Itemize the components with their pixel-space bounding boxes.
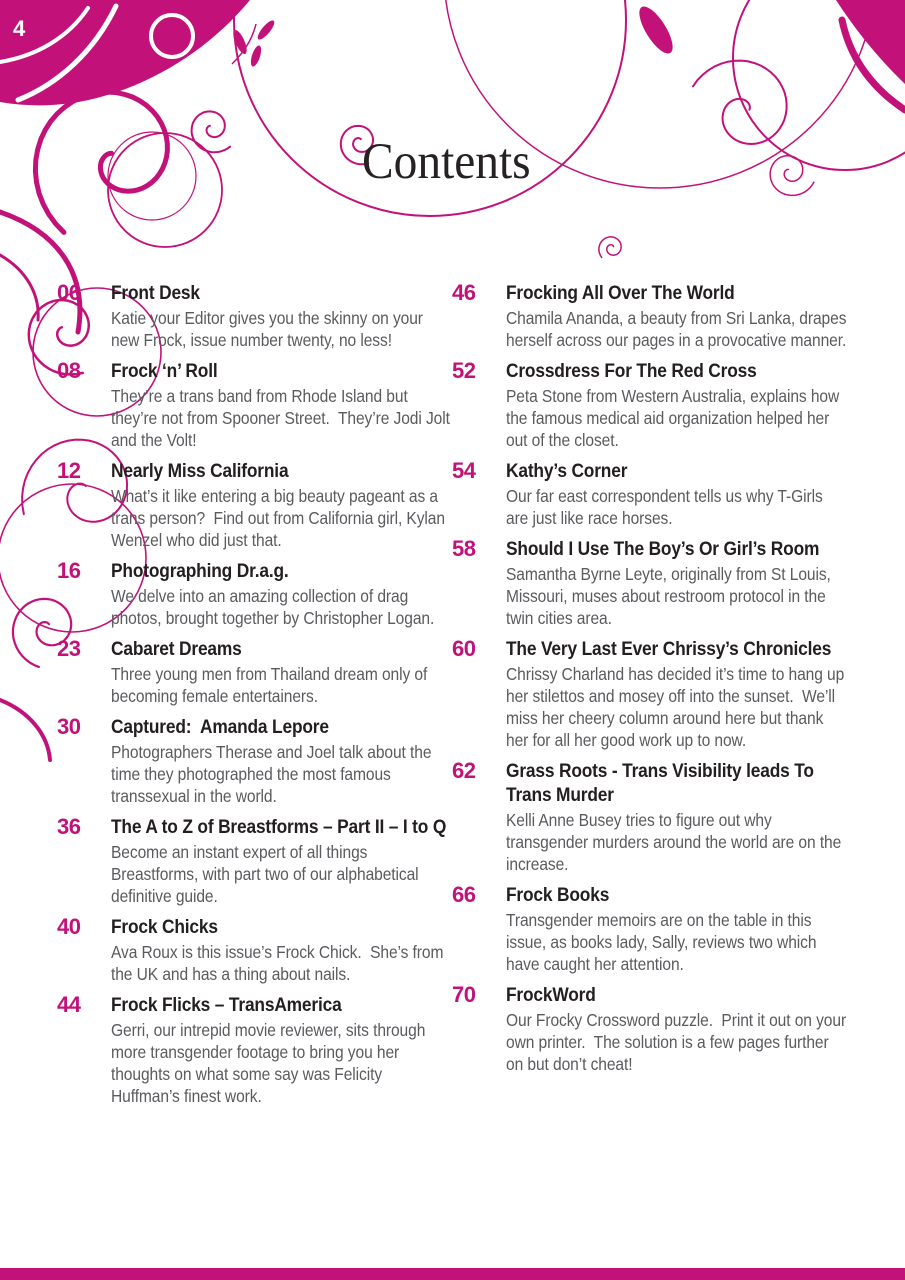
toc-entry-page-number: 66 <box>452 882 476 907</box>
toc-entry-description: Gerri, our intrepid movie reviewer, sits through more transgender footage to bring you her thoughts on what some say was Felicity Huffman’s finest work. <box>111 1020 430 1106</box>
toc-entry-page-number: 46 <box>452 280 476 305</box>
toc-entry-body <box>506 281 851 351</box>
toc-entry-page-number: 54 <box>452 458 476 483</box>
toc-entry-page-number: 12 <box>57 458 81 483</box>
toc-entry-title: Frocking All Over The World <box>506 282 735 304</box>
toc-entry-page-number: 30 <box>57 714 81 739</box>
toc-entry-body <box>111 359 453 451</box>
toc-entry-description: Katie your Editor gives you the skinny on your new Frock, issue number twenty, no less! <box>111 308 428 350</box>
toc-entry-page-number: 08 <box>57 358 81 383</box>
toc-entry <box>57 815 453 907</box>
toc-entry-page-number: 44 <box>57 992 81 1017</box>
toc-entry-description: Transgender memoirs are on the table in this issue, as books lady, Sally, reviews two which have caught her attention. <box>506 910 821 974</box>
toc-entry-body <box>506 459 848 529</box>
toc-entry-title: The A to Z of Breastforms – Part II – I to Q <box>111 816 447 838</box>
toc-entry-body <box>506 759 848 875</box>
toc-entry-title: Should I Use The Boy’s Or Girl’s Room <box>506 538 820 560</box>
toc-entry <box>57 637 453 707</box>
toc-entry-title: Frock Chicks <box>111 916 218 938</box>
contents-title: Contents <box>362 134 531 190</box>
toc-entry-body <box>111 815 453 907</box>
toc-entry-description: Our far east correspondent tells us why T-Girls are just like race horses. <box>506 486 827 528</box>
toc-entry-page-number: 58 <box>452 536 476 561</box>
toc-entry-title: Cabaret Dreams <box>111 638 242 660</box>
toc-column-left <box>57 281 453 1115</box>
toc-entry <box>57 915 453 985</box>
toc-entry <box>452 459 852 529</box>
toc-entry-body <box>506 537 848 629</box>
toc-entry-body <box>111 637 453 707</box>
toc-entry-description: Our Frocky Crossword puzzle. Print it out on your own printer. The solution is a few pages further on but don’t cheat! <box>506 1010 851 1074</box>
toc-entry <box>57 281 453 351</box>
toc-entry-title: Front Desk <box>111 282 200 304</box>
toc-entry-title: Kathy’s Corner <box>506 460 628 482</box>
toc-entry-description: Photographers Therase and Joel talk about the time they photographed the most famous transsexual in the world. <box>111 742 436 806</box>
toc-entry-page-number: 40 <box>57 914 81 939</box>
toc-entry-page-number: 62 <box>452 758 476 783</box>
toc-entry <box>452 537 852 629</box>
toc-entry-page-number: 36 <box>57 814 81 839</box>
toc-entry <box>452 281 852 351</box>
toc-entry <box>452 637 852 751</box>
toc-entry-body <box>111 993 453 1107</box>
toc-entry <box>452 359 852 451</box>
leaf-flourish-right <box>633 2 679 58</box>
toc-entry-description: Chamila Ananda, a beauty from Sri Lanka, drapes herself across our pages in a provocative manner. <box>506 308 851 350</box>
toc-entry-description: Become an instant expert of all things Breastforms, with part two of our alphabetical definitive guide. <box>111 842 423 906</box>
toc-entry-page-number: 60 <box>452 636 476 661</box>
toc-entry-description: Three young men from Thailand dream only of becoming female entertainers. <box>111 664 432 706</box>
toc-entry-title: FrockWord <box>506 984 596 1006</box>
toc-entry-body <box>111 281 453 351</box>
toc-entry-description: Ava Roux is this issue’s Frock Chick. She’s from the UK and has a thing about nails. <box>111 942 448 984</box>
toc-entry-body <box>506 637 848 751</box>
toc-entry-body <box>506 883 848 975</box>
toc-entry <box>452 759 852 875</box>
toc-entry-body <box>111 915 453 985</box>
toc-column-right <box>452 281 852 1083</box>
toc-entry-title: Nearly Miss California <box>111 460 289 482</box>
toc-entry-title: Frock Flicks – TransAmerica <box>111 994 342 1016</box>
toc-entry-page-number: 52 <box>452 358 476 383</box>
toc-entry-title: Frock Books <box>506 884 610 906</box>
toc-entry-page-number: 06 <box>57 280 81 305</box>
toc-entry <box>57 715 453 807</box>
toc-entry-page-number: 70 <box>452 982 476 1007</box>
toc-entry-title: Frock ‘n’ Roll <box>111 360 218 382</box>
toc-entry-description: Kelli Anne Busey tries to figure out why transgender murders around the world are on the increase. <box>506 810 846 874</box>
toc-entry-description: Chrissy Charland has decided it’s time to hang up her stilettos and mosey off into the sunset. We’ll miss her cheery column around here but thank her for all her good work up to now. <box>506 664 849 750</box>
toc-entry <box>57 559 453 629</box>
toc-entry <box>452 883 852 975</box>
toc-entry-description: They’re a trans band from Rhode Island but they’re not from Spooner Street. They’re Jodi Jolt and the Volt! <box>111 386 455 450</box>
toc-entry-body <box>506 983 851 1075</box>
toc-entry-body <box>111 715 453 807</box>
toc-entry-title: The Very Last Ever Chrissy’s Chronicles <box>506 638 832 660</box>
toc-entry <box>57 993 453 1107</box>
toc-entry-title: Captured: Amanda Lepore <box>111 716 329 738</box>
toc-entry-body <box>111 559 453 629</box>
toc-entry-title: Crossdress For The Red Cross <box>506 360 757 382</box>
toc-entry-body <box>111 459 453 551</box>
toc-entry-description: We delve into an amazing collection of drag photos, brought together by Christopher Logan. <box>111 586 435 628</box>
toc-entry-page-number: 23 <box>57 636 81 661</box>
page-number: 4 <box>13 16 26 41</box>
toc-entry <box>57 359 453 451</box>
toc-entry-title: Grass Roots - Trans Visibility leads To Trans Murder <box>506 760 819 806</box>
toc-entry-description: What’s it like entering a big beauty pageant as a trans person? Find out from California girl, Kylan Wenzel who did just that. <box>111 486 450 550</box>
toc-entry <box>57 459 453 551</box>
toc-entry-description: Peta Stone from Western Australia, explains how the famous medical aid organization helped her out of the closet. <box>506 386 844 450</box>
toc-entry-body <box>506 359 848 451</box>
toc-entry-title: Photographing Dr.a.g. <box>111 560 289 582</box>
toc-entry <box>452 983 852 1075</box>
toc-entry-page-number: 16 <box>57 558 81 583</box>
bottom-accent-bar <box>0 1268 905 1280</box>
toc-entry-description: Samantha Byrne Leyte, originally from St Louis, Missouri, muses about restroom protocol in the twin cities area. <box>506 564 836 628</box>
